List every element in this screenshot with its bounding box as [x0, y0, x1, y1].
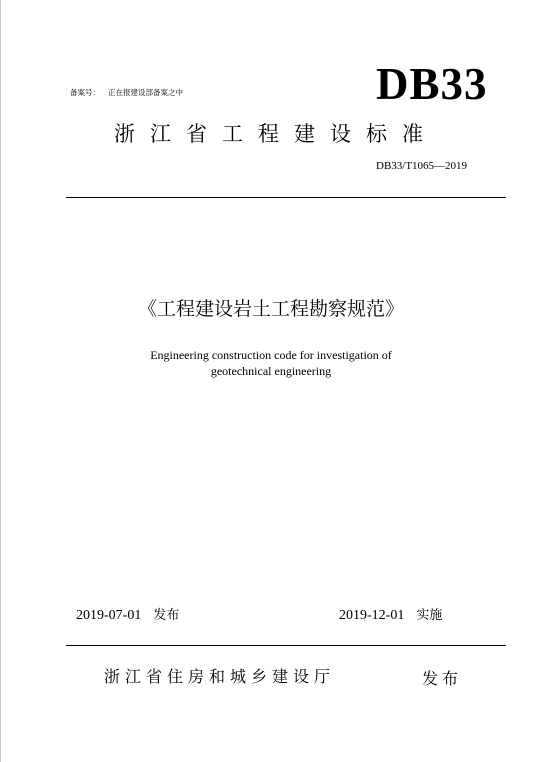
bottom-divider	[66, 645, 506, 646]
publish-label: 发布	[422, 669, 463, 688]
filing-number	[70, 87, 183, 98]
english-title	[0, 347, 542, 379]
top-divider	[66, 197, 506, 198]
standard-number: DB33/T1065—2019	[376, 160, 468, 172]
effective-date-row	[339, 604, 442, 624]
english-title-line-2: geotechnical engineering	[210, 364, 332, 378]
filing-label: 备案号：	[70, 88, 100, 97]
filing-value: 正在报建设部备案之中	[108, 88, 183, 97]
issue-label: 发布	[153, 608, 180, 623]
page-left-border	[0, 0, 1, 762]
standard-category-title: 浙江省工程建设标准	[114, 122, 438, 146]
effective-date: 2019-12-01	[339, 608, 405, 623]
publisher-name: 浙江省住房和城乡建设厅	[104, 667, 336, 686]
standard-code: DB33	[376, 59, 488, 109]
english-title-line-1: Engineering construction code for investigation of	[150, 348, 392, 362]
issue-date: 2019-07-01	[76, 608, 142, 623]
issue-date-row	[76, 604, 179, 624]
document-title: 《工程建设岩土工程勘察规范》	[137, 298, 404, 320]
effective-label: 实施	[416, 608, 443, 623]
